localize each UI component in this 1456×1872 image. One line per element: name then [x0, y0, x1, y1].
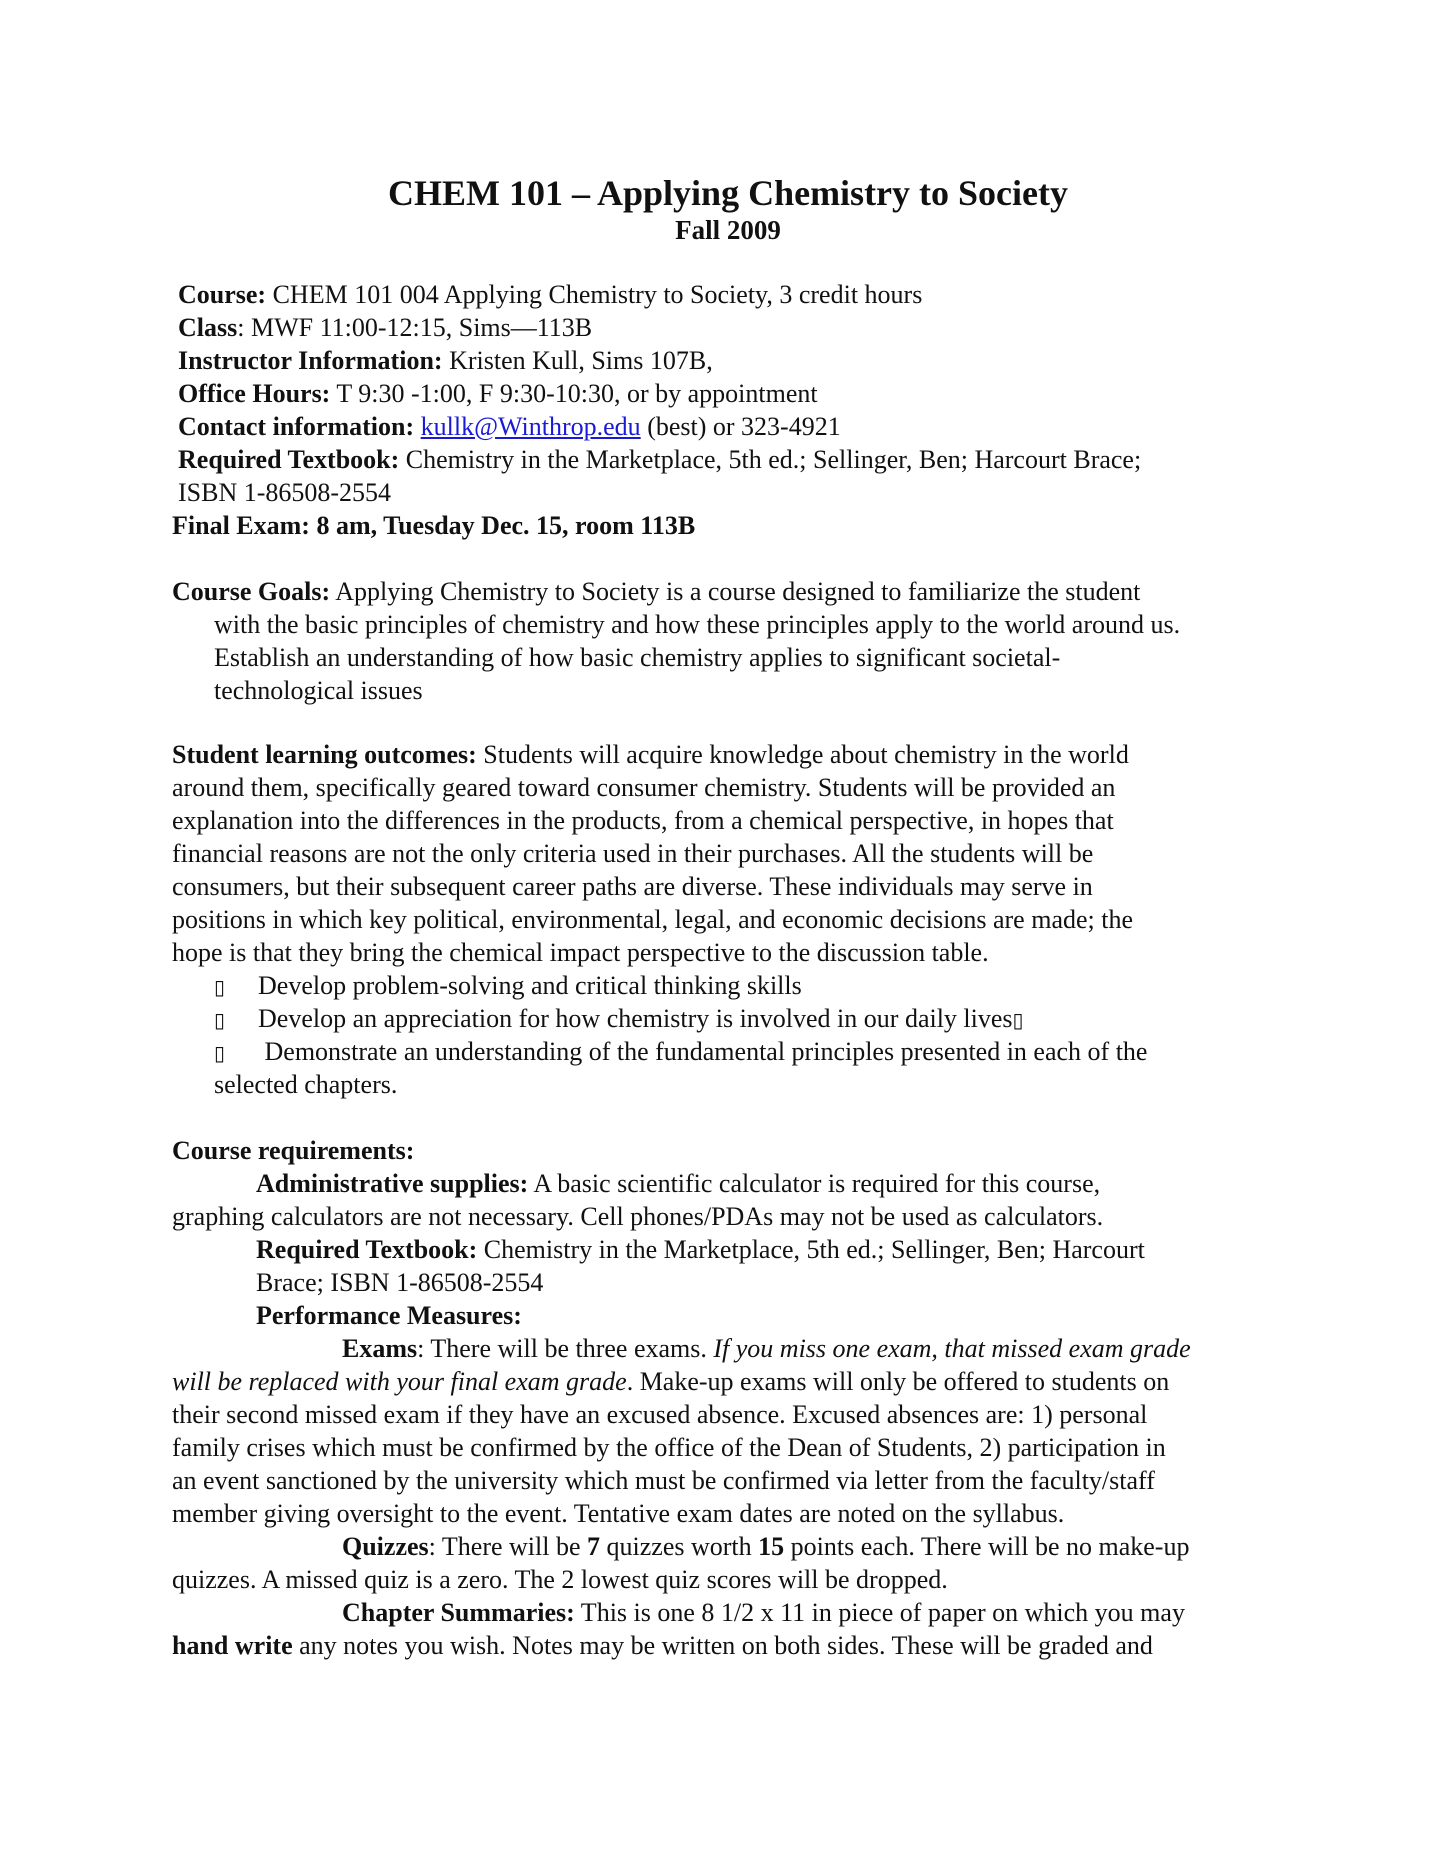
summaries-bold: hand write [172, 1631, 293, 1660]
quizzes-text-a: : There will be [428, 1532, 588, 1561]
course-line [178, 279, 1318, 311]
final-exam-line: Final Exam: 8 am, Tuesday Dec. 15, room 113B [172, 511, 696, 540]
performance-measures-heading: Performance Measures: [256, 1301, 522, 1330]
exams-italic-1: If you miss one exam, that missed exam grade [713, 1334, 1191, 1363]
summaries-line-2 [172, 1630, 1312, 1662]
summaries-text-2: any notes you wish. Notes may be written on both sides. These will be graded and [292, 1631, 1153, 1660]
office-hours-line [178, 378, 1318, 410]
exams-italic-2: will be replaced with your final exam grade [172, 1367, 627, 1396]
exams-line-2 [172, 1366, 1312, 1398]
quizzes-label: Quizzes [342, 1532, 429, 1561]
requirements-heading: Course requirements: [172, 1136, 415, 1165]
list-item [214, 1003, 1354, 1036]
contact-line [178, 411, 1318, 443]
exams-line-5: an event sanctioned by the university which must be confirmed via letter from the faculty/staff [172, 1466, 1155, 1495]
goals-label: Course Goals: [172, 577, 331, 606]
class-value: : MWF 11:00-12:15, Sims—113B [237, 313, 593, 342]
summaries-label: Chapter Summaries: [342, 1598, 575, 1627]
req-textbook-text: Chemistry in the Marketplace, 5th ed.; Sellinger, Ben; Harcourt [477, 1235, 1145, 1264]
page-title: CHEM 101 – Applying Chemistry to Society [388, 173, 1068, 213]
term-subtitle: Fall 2009 [675, 215, 781, 245]
quizzes-line-2: quizzes. A missed quiz is a zero. The 2 lowest quiz scores will be dropped. [172, 1565, 948, 1594]
exams-line-4: family crises which must be confirmed by the office of the Dean of Students, 2) participation in [172, 1433, 1166, 1462]
goals-line-2: with the basic principles of chemistry and how these principles apply to the world around us. [214, 610, 1181, 639]
outcomes-line-2: around them, specifically geared toward consumer chemistry. Students will be provided an [172, 773, 1116, 802]
exams-intro: : There will be three exams. [417, 1334, 714, 1363]
textbook-value: Chemistry in the Marketplace, 5th ed.; Sellinger, Ben; Harcourt Brace; [399, 445, 1142, 474]
goals-line-4: technological issues [214, 676, 423, 705]
quizzes-count: 7 [587, 1532, 601, 1561]
quizzes-text-b: quizzes worth [600, 1532, 759, 1561]
instructor-line [178, 345, 1318, 377]
summaries-text-1: This is one 8 1/2 x 11 in piece of paper on which you may [574, 1598, 1185, 1627]
instructor-label: Instructor Information: [178, 346, 443, 375]
outcomes-line-3: explanation into the differences in the products, from a chemical perspective, in hopes that [172, 806, 1114, 835]
office-hours-value: T 9:30 -1:00, F 9:30-10:30, or by appointment [330, 379, 818, 408]
req-textbook-line-2: Brace; ISBN 1-86508-2554 [256, 1268, 544, 1297]
course-label: Course: [178, 280, 267, 309]
bullet-icon: ▯ [214, 1008, 226, 1032]
exams-line-2-rest: . Make-up exams will only be offered to students on [626, 1367, 1170, 1396]
bullet-text-1: Develop problem-solving and critical thinking skills [258, 971, 802, 1000]
bullet-icon: ▯ [214, 975, 226, 999]
contact-label: Contact information: [178, 412, 415, 441]
exams-label: Exams [342, 1334, 418, 1363]
instructor-value: Kristen Kull, Sims 107B, [442, 346, 713, 375]
outcomes-line-1 [172, 739, 1312, 771]
exams-line-6: member giving oversight to the event. Tentative exam dates are noted on the syllabus. [172, 1499, 1065, 1528]
course-value: CHEM 101 004 Applying Chemistry to Society, 3 credit hours [266, 280, 923, 309]
exams-line-1 [342, 1333, 1456, 1365]
bullet-icon: ▯ [214, 1041, 226, 1065]
req-textbook-label: Required Textbook: [256, 1235, 478, 1264]
quizzes-text-c: points each. There will be no make-up [784, 1532, 1190, 1561]
admin-supplies-line-2: graphing calculators are not necessary. Cell phones/PDAs may not be used as calculators. [172, 1202, 1104, 1231]
goals-line-3: Establish an understanding of how basic chemistry applies to significant societal- [214, 643, 1061, 672]
contact-rest: (best) or 323-4921 [640, 412, 841, 441]
list-item [214, 970, 1354, 1003]
quizzes-line-1 [342, 1531, 1456, 1563]
outcomes-line-4: financial reasons are not the only criteria used in their purchases. All the students will be [172, 839, 1094, 868]
textbook-label: Required Textbook: [178, 445, 400, 474]
textbook-line [178, 444, 1318, 476]
class-line [178, 312, 1318, 344]
admin-supplies-text: A basic scientific calculator is required for this course, [528, 1169, 1101, 1198]
req-textbook-line [256, 1234, 1396, 1266]
admin-supplies-line [256, 1168, 1396, 1200]
outcomes-label: Student learning outcomes: [172, 740, 477, 769]
textbook-isbn-line: ISBN 1-86508-2554 [178, 478, 392, 507]
bullet-text-3-cont: selected chapters. [214, 1070, 398, 1099]
goals-line-1 [172, 576, 1312, 608]
bullet-text-3: Demonstrate an understanding of the fundamental principles presented in each of the [258, 1037, 1148, 1066]
class-label: Class [178, 313, 238, 342]
goals-text-1: Applying Chemistry to Society is a course designed to familiarize the student [330, 577, 1141, 606]
placeholder-glyph-icon: ▯ [1012, 1008, 1024, 1032]
bullet-text-2: Develop an appreciation for how chemistry is involved in our daily lives [258, 1004, 1013, 1033]
outcomes-line-6: positions in which key political, environmental, legal, and economic decisions are made; the [172, 905, 1134, 934]
list-item [214, 1036, 1354, 1069]
outcomes-text-1: Students will acquire knowledge about chemistry in the world [476, 740, 1129, 769]
admin-supplies-label: Administrative supplies: [256, 1169, 529, 1198]
office-hours-label: Office Hours: [178, 379, 331, 408]
outcomes-line-5: consumers, but their subsequent career paths are diverse. These individuals may serve in [172, 872, 1093, 901]
email-link[interactable]: kullk@Winthrop.edu [420, 412, 641, 441]
summaries-line-1 [342, 1597, 1456, 1629]
outcomes-line-7: hope is that they bring the chemical impact perspective to the discussion table. [172, 938, 989, 967]
exams-line-3: their second missed exam if they have an excused absence. Excused absences are: 1) personal [172, 1400, 1148, 1429]
title-block [0, 172, 1456, 246]
quizzes-points: 15 [758, 1532, 785, 1561]
